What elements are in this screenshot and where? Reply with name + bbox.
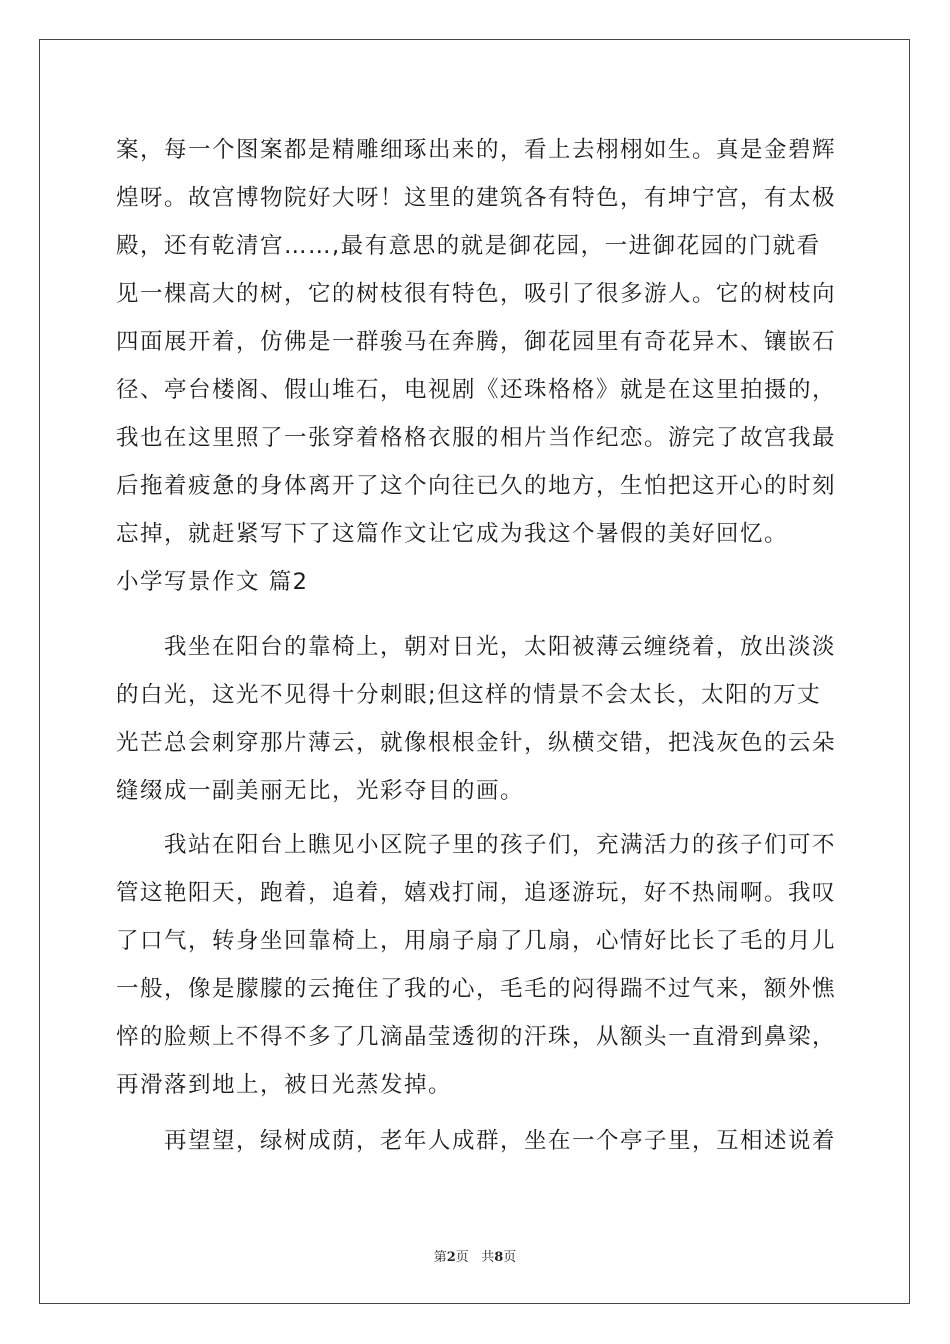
page-prefix: 第 — [433, 1250, 447, 1265]
text-line: 光芒总会刺穿那片薄云，就像根根金针，纵横交错，把浅灰色的云朵 — [116, 730, 837, 756]
text-line: 后拖着疲惫的身体离开了这个向往已久的地方，生怕把这开心的时刻 — [116, 473, 837, 499]
text-line: 的白光，这光不见得十分刺眼;但这样的情景不会太长，太阳的万丈 — [116, 682, 822, 708]
text-line: 管这艳阳天，跑着，追着，嬉戏打闹，追逐游玩，好不热闹啊。我叹 — [116, 880, 837, 906]
text-line: 一般，像是朦朦的云掩住了我的心，毛毛的闷得踹不过气来，额外憔 — [116, 976, 837, 1002]
text-line: 我坐在阳台的靠椅上，朝对日光，太阳被薄云缠绕着，放出淡淡 — [164, 634, 837, 660]
text-line: 了口气，转身坐回靠椅上，用扇子扇了几扇，心情好比长了毛的月儿 — [116, 928, 837, 954]
page-number: 2 — [446, 1250, 456, 1265]
text-line: 见一棵高大的树，它的树枝很有特色，吸引了很多游人。它的树枝向 — [116, 281, 837, 307]
page-footer — [0, 1246, 950, 1265]
text-line: 再滑落到地上，被日光蒸发掉。 — [116, 1072, 453, 1098]
text-line: 悴的脸颊上不得不多了几滴晶莹透彻的汗珠，从额头一直滑到鼻梁， — [116, 1024, 837, 1050]
text-line: 再望望，绿树成荫，老年人成群，坐在一个亭子里，互相述说着 — [164, 1128, 837, 1154]
total-pages: 8 — [494, 1250, 504, 1265]
text-line: 忘掉，就赶紧写下了这篇作文让它成为我这个暑假的美好回忆。 — [116, 521, 789, 547]
text-line: 四面展开着，仿佛是一群骏马在奔腾，御花园里有奇花异木、镶嵌石 — [116, 329, 837, 355]
text-line: 我站在阳台上瞧见小区院子里的孩子们，充满活力的孩子们可不 — [164, 832, 837, 858]
text-line: 缝缀成一副美丽无比，光彩夺目的画。 — [116, 778, 525, 804]
total-suffix: 页 — [503, 1250, 517, 1265]
text-line: 案，每一个图案都是精雕细琢出来的，看上去栩栩如生。真是金碧辉 — [116, 137, 837, 163]
text-line: 殿，还有乾清宫……,最有意思的就是御花园，一进御花园的门就看 — [116, 233, 821, 259]
total-prefix: 共 — [481, 1250, 495, 1265]
section-heading: 小学写景作文 篇2 — [116, 569, 309, 595]
text-line: 煌呀。故宫博物院好大呀！这里的建筑各有特色，有坤宁宫，有太极 — [116, 185, 837, 211]
page-border — [39, 39, 910, 1304]
page-suffix: 页 — [455, 1250, 469, 1265]
text-line: 径、亭台楼阁、假山堆石，电视剧《还珠格格》就是在这里拍摄的， — [116, 377, 837, 403]
text-line: 我也在这里照了一张穿着格格衣服的相片当作纪恋。游完了故宫我最 — [116, 425, 837, 451]
